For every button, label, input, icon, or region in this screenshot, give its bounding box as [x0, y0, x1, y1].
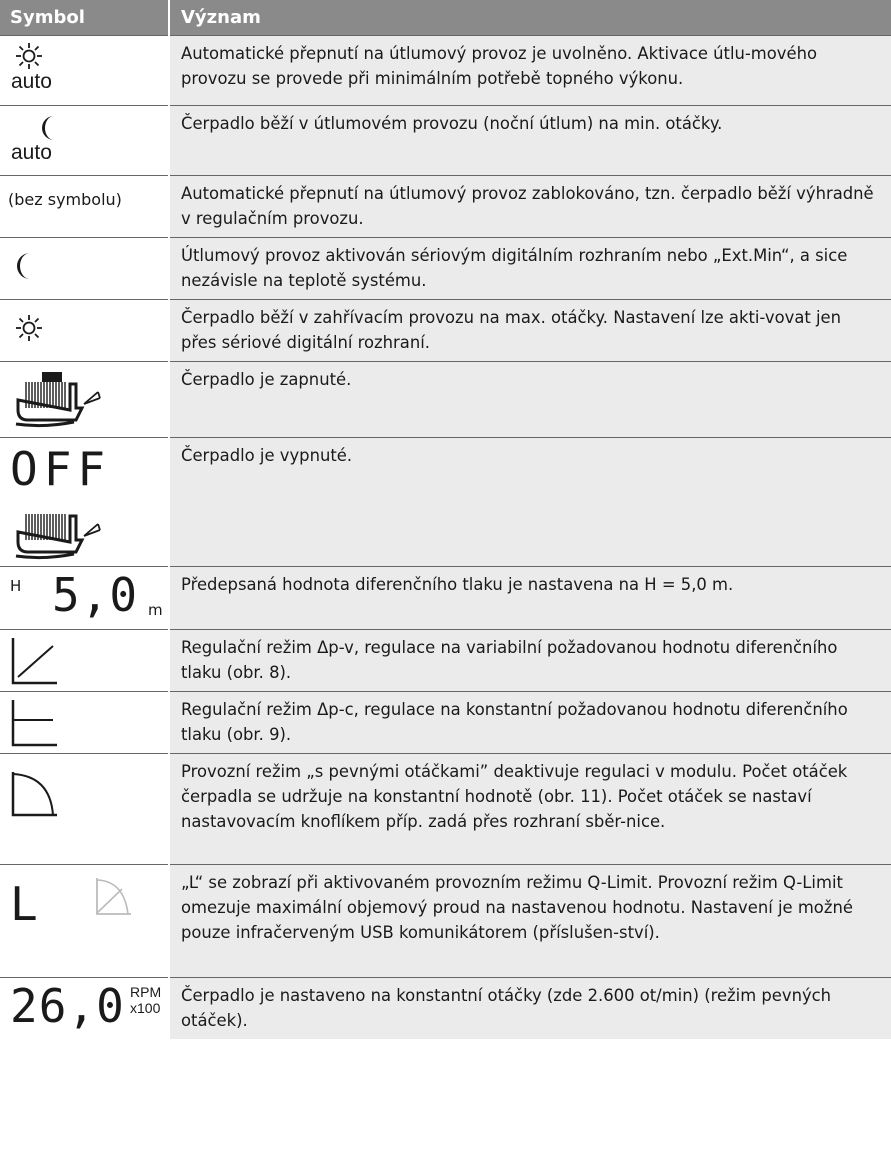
no-symbol-label: (bez symbolu) — [8, 190, 122, 209]
meaning-cell: Předepsaná hodnota diferenčního tlaku je nastavena na H = 5,0 m. — [169, 567, 891, 630]
unit-label: m — [148, 601, 163, 619]
meaning-cell: Automatické přepnutí na útlumový provoz je uvolněno. Aktivace útlu-mového provozu se provede při minimálním potřebě topného výkonu. — [169, 36, 891, 106]
moon-icon — [36, 114, 66, 142]
symbol-cell — [0, 567, 169, 630]
q-limit-curve-icon — [94, 875, 134, 917]
symbol-cell — [0, 106, 169, 176]
symbol-cell — [0, 238, 169, 300]
table-row — [0, 36, 891, 106]
meaning-cell: Regulační režim Δp-v, regulace na variabilní požadovanou hodnotu diferenčního tlaku (obr. 8). — [169, 630, 891, 692]
symbol-cell — [0, 300, 169, 362]
auto-label: auto — [11, 141, 52, 164]
symbol-cell — [0, 362, 169, 438]
meaning-cell: Provozní režim „s pevnými otáčkami” deaktivuje regulaci v modulu. Počet otáček čerpadla se udržuje na konstantní hodnotě (obr. 11). Počet otáček se nastaví nastavovacím knoflíkem příp. zadá přes rozhraní sběr-nice. — [169, 754, 891, 865]
symbol-cell — [0, 176, 169, 238]
table-row — [0, 567, 891, 630]
table-row — [0, 362, 891, 438]
table-row — [0, 176, 891, 238]
sun-icon — [14, 41, 44, 71]
symbol-cell — [0, 438, 169, 567]
meaning-cell: Čerpadlo běží v zahřívacím provozu na max. otáčky. Nastavení lze akti-vovat jen přes sériové digitální rozhraní. — [169, 300, 891, 362]
header-meaning: Význam — [169, 0, 891, 36]
symbol-cell — [0, 865, 169, 978]
l-label: L — [10, 877, 38, 931]
moon-icon — [10, 251, 40, 281]
table-row — [0, 865, 891, 978]
symbol-cell — [0, 692, 169, 754]
meaning-cell: Automatické přepnutí na útlumový provoz zablokováno, tzn. čerpadlo běží výhradně v regulačním provozu. — [169, 176, 891, 238]
symbol-cell — [0, 630, 169, 692]
meaning-cell: Útlumový provoz aktivován sériovým digitálním rozhraním nebo „Ext.Min“, a sice nezávisle na teplotě systému. — [169, 238, 891, 300]
sun-icon — [14, 313, 44, 343]
symbol-cell — [0, 36, 169, 106]
h-label: H — [10, 577, 22, 595]
fixed-speed-icon — [10, 768, 60, 818]
table-row — [0, 692, 891, 754]
dp-v-mode-icon — [10, 636, 60, 686]
rpm-display-icon — [8, 978, 168, 1038]
rpm-unit-label: RPM — [130, 984, 162, 1000]
meaning-cell: „L“ se zobrazí při aktivovaném provozním režimu Q-Limit. Provozní režim Q-Limit omezuje maximální objemový proud na nastavenou hodnotu. Nastavení je možné pouze infračerveným USB komunikátorem (příslušen-ství). — [169, 865, 891, 978]
meaning-cell: Regulační režim Δp-c, regulace na konstantní požadovanou hodnotu diferenčního tlaku (obr. 9). — [169, 692, 891, 754]
table-row — [0, 300, 891, 362]
rpm-multiplier-label: x100 — [130, 1000, 161, 1016]
table-row — [0, 438, 891, 567]
symbol-cell — [0, 978, 169, 1040]
auto-label: auto — [11, 70, 52, 93]
table-header-row — [0, 0, 891, 36]
setpoint-display-icon — [8, 567, 168, 629]
table-row — [0, 238, 891, 300]
meaning-cell: Čerpadlo je nastaveno na konstantní otáčky (zde 2.600 ot/min) (režim pevných otáček). — [169, 978, 891, 1040]
meaning-cell: Čerpadlo běží v útlumovém provozu (noční útlum) na min. otáčky. — [169, 106, 891, 176]
rpm-value: 26,0 — [10, 979, 125, 1033]
pump-on-icon — [14, 370, 114, 430]
table-row — [0, 630, 891, 692]
header-symbol: Symbol — [0, 0, 169, 36]
table-row — [0, 106, 891, 176]
table-row — [0, 978, 891, 1040]
symbol-cell — [0, 754, 169, 865]
table-row — [0, 754, 891, 865]
setpoint-value: 5,0 — [52, 568, 139, 622]
meaning-cell: Čerpadlo je zapnuté. — [169, 362, 891, 438]
pump-off-icon — [14, 502, 114, 562]
off-label: OFF — [10, 442, 112, 496]
q-limit-icon — [8, 865, 168, 977]
meaning-cell: Čerpadlo je vypnuté. — [169, 438, 891, 567]
dp-c-mode-icon — [10, 698, 60, 748]
